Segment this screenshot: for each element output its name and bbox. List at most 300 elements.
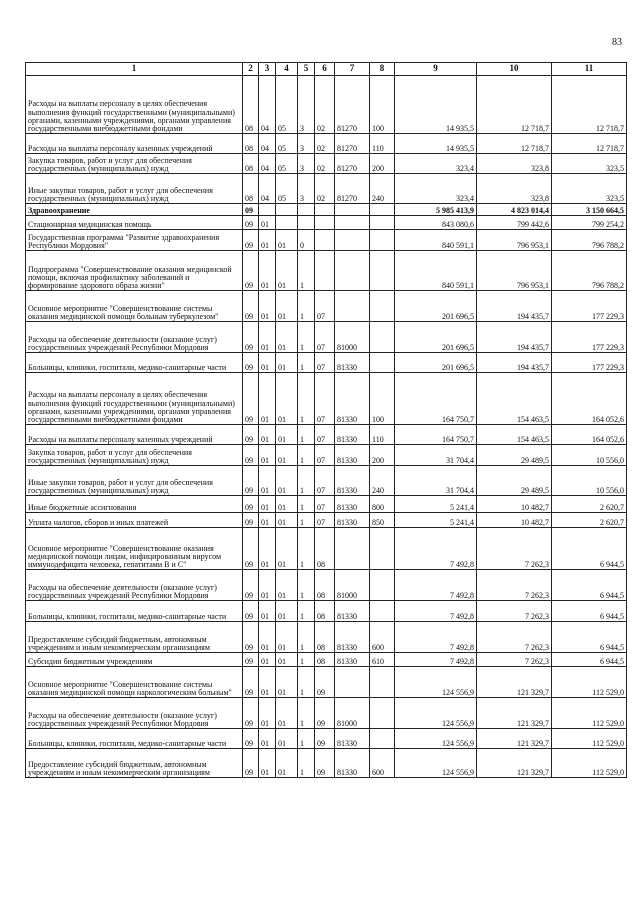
- code-cell: 1: [298, 466, 315, 496]
- code-cell: 01: [259, 322, 276, 353]
- amount-cell: 194 435,7: [477, 322, 552, 353]
- code-cell: 81330: [335, 513, 370, 528]
- amount-cell: 5 241,4: [395, 513, 477, 528]
- row-name-cell: Стационарная медицинская помощь: [26, 216, 243, 230]
- code-cell: 1: [298, 729, 315, 749]
- amount-cell: 7 492,8: [395, 601, 477, 622]
- code-cell: 01: [259, 216, 276, 230]
- header-cell: 4: [276, 63, 298, 76]
- code-cell: 600: [370, 749, 395, 778]
- amount-cell: 6 944,5: [552, 622, 627, 653]
- code-cell: 01: [276, 496, 298, 513]
- amount-cell: 6 944,5: [552, 570, 627, 601]
- header-cell: 6: [315, 63, 335, 76]
- amount-cell: 3 150 664,5: [552, 204, 627, 216]
- code-cell: 07: [315, 513, 335, 528]
- amount-cell: 164 052,6: [552, 425, 627, 445]
- code-cell: 09: [243, 466, 259, 496]
- amount-cell: 124 556,9: [395, 749, 477, 778]
- row-name-cell: Больницы, клиники, госпитали, медико-санитарные части: [26, 729, 243, 749]
- row-name-cell: Расходы на выплаты персоналу в целях обеспечения выполнения функций государственными (муниципальными) органами, казенными учреждениями, органами управления государственными внебюджетными фондами: [26, 76, 243, 134]
- amount-cell: 12 718,7: [477, 134, 552, 154]
- code-cell: 1: [298, 445, 315, 466]
- row-name-cell: Субсидии бюджетным учреждениям: [26, 653, 243, 667]
- code-cell: 08: [243, 154, 259, 174]
- row-name-cell: Государственная программа "Развитие здравоохранения Республики Мордовия": [26, 230, 243, 251]
- code-cell: [370, 322, 395, 353]
- amount-cell: 5 241,4: [395, 496, 477, 513]
- code-cell: 02: [315, 134, 335, 154]
- code-cell: 09: [243, 601, 259, 622]
- code-cell: [370, 601, 395, 622]
- code-cell: 01: [276, 353, 298, 373]
- row-name-cell: Расходы на обеспечение деятельности (оказание услуг) государственных учреждений Республики Мордовия: [26, 322, 243, 353]
- code-cell: 110: [370, 134, 395, 154]
- table-row: [26, 466, 627, 496]
- code-cell: 01: [276, 622, 298, 653]
- code-cell: [370, 353, 395, 373]
- amount-cell: 323,4: [395, 154, 477, 174]
- code-cell: 1: [298, 291, 315, 322]
- code-cell: 01: [276, 653, 298, 667]
- amount-cell: 12 718,7: [552, 76, 627, 134]
- code-cell: 01: [259, 622, 276, 653]
- amount-cell: 796 953,1: [477, 230, 552, 251]
- code-cell: 05: [276, 174, 298, 204]
- code-cell: 08: [315, 601, 335, 622]
- code-cell: [315, 216, 335, 230]
- code-cell: [315, 204, 335, 216]
- code-cell: [335, 667, 370, 698]
- amount-cell: 124 556,9: [395, 667, 477, 698]
- code-cell: 81330: [335, 425, 370, 445]
- code-cell: 01: [259, 729, 276, 749]
- code-cell: 81330: [335, 373, 370, 425]
- amount-cell: 121 329,7: [477, 698, 552, 729]
- code-cell: 01: [259, 353, 276, 373]
- amount-cell: 177 229,3: [552, 291, 627, 322]
- row-name-cell: Здравоохранение: [26, 204, 243, 216]
- amount-cell: 323,8: [477, 174, 552, 204]
- amount-cell: 121 329,7: [477, 749, 552, 778]
- amount-cell: 323,4: [395, 174, 477, 204]
- row-name-cell: Закупка товаров, работ и услуг для обеспечения государственных (муниципальных) нужд: [26, 154, 243, 174]
- code-cell: 08: [243, 76, 259, 134]
- code-cell: 01: [276, 570, 298, 601]
- amount-cell: 7 492,8: [395, 528, 477, 570]
- code-cell: 09: [315, 698, 335, 729]
- code-cell: 1: [298, 513, 315, 528]
- code-cell: 01: [259, 251, 276, 291]
- code-cell: 05: [276, 154, 298, 174]
- code-cell: 09: [243, 513, 259, 528]
- table-row: [26, 353, 627, 373]
- code-cell: 81270: [335, 174, 370, 204]
- amount-cell: 796 953,1: [477, 251, 552, 291]
- row-name-cell: Иные закупки товаров, работ и услуг для обеспечения государственных (муниципальных) нужд: [26, 174, 243, 204]
- header-cell: 5: [298, 63, 315, 76]
- code-cell: 1: [298, 373, 315, 425]
- table-row: [26, 322, 627, 353]
- code-cell: 01: [276, 749, 298, 778]
- row-name-cell: Больницы, клиники, госпитали, медико-санитарные части: [26, 601, 243, 622]
- table-row: [26, 570, 627, 601]
- code-cell: 09: [243, 445, 259, 466]
- code-cell: 09: [243, 653, 259, 667]
- code-cell: 1: [298, 570, 315, 601]
- amount-cell: 796 788,2: [552, 230, 627, 251]
- code-cell: 02: [315, 76, 335, 134]
- code-cell: 07: [315, 322, 335, 353]
- code-cell: 81000: [335, 322, 370, 353]
- table-row: [26, 496, 627, 513]
- row-name-cell: Подпрограмма "Совершенствование оказания медицинской помощи, включая профилактику заболеваний и формирование здорового образа жизни": [26, 251, 243, 291]
- table-row: [26, 622, 627, 653]
- page-number: 83: [612, 37, 622, 48]
- code-cell: 610: [370, 653, 395, 667]
- code-cell: 1: [298, 251, 315, 291]
- code-cell: 81330: [335, 466, 370, 496]
- code-cell: 02: [315, 154, 335, 174]
- code-cell: 81330: [335, 729, 370, 749]
- header-cell: 2: [243, 63, 259, 76]
- code-cell: [335, 230, 370, 251]
- amount-cell: 112 529,0: [552, 729, 627, 749]
- code-cell: 01: [276, 601, 298, 622]
- code-cell: 01: [276, 425, 298, 445]
- code-cell: [276, 204, 298, 216]
- row-name-cell: Больницы, клиники, госпитали, медико-санитарные части: [26, 353, 243, 373]
- code-cell: 1: [298, 425, 315, 445]
- code-cell: 09: [243, 749, 259, 778]
- table-row: [26, 601, 627, 622]
- table-row: [26, 154, 627, 174]
- amount-cell: 177 229,3: [552, 353, 627, 373]
- code-cell: 1: [298, 353, 315, 373]
- code-cell: [335, 251, 370, 291]
- budget-table: [25, 62, 627, 778]
- header-cell: 7: [335, 63, 370, 76]
- code-cell: 01: [259, 291, 276, 322]
- code-cell: 08: [243, 174, 259, 204]
- code-cell: 81000: [335, 570, 370, 601]
- amount-cell: 14 935,5: [395, 76, 477, 134]
- row-name-cell: Закупка товаров, работ и услуг для обеспечения государственных (муниципальных) нужд: [26, 445, 243, 466]
- amount-cell: 121 329,7: [477, 667, 552, 698]
- amount-cell: 154 463,5: [477, 373, 552, 425]
- amount-cell: 201 696,5: [395, 291, 477, 322]
- code-cell: 200: [370, 445, 395, 466]
- row-name-cell: Расходы на выплаты персоналу казенных учреждений: [26, 425, 243, 445]
- code-cell: 0: [298, 230, 315, 251]
- code-cell: [370, 291, 395, 322]
- amount-cell: 796 788,2: [552, 251, 627, 291]
- code-cell: 09: [243, 622, 259, 653]
- code-cell: 01: [276, 466, 298, 496]
- code-cell: 07: [315, 466, 335, 496]
- code-cell: 01: [276, 230, 298, 251]
- amount-cell: 7 492,8: [395, 570, 477, 601]
- amount-cell: 31 704,4: [395, 445, 477, 466]
- amount-cell: 10 482,7: [477, 496, 552, 513]
- amount-cell: 6 944,5: [552, 653, 627, 667]
- table-row: [26, 528, 627, 570]
- amount-cell: 799 254,2: [552, 216, 627, 230]
- amount-cell: 5 985 413,9: [395, 204, 477, 216]
- row-name-cell: Расходы на выплаты персоналу в целях обеспечения выполнения функций государственными (муниципальными) органами, казенными учреждениями, органами управления государственными внебюджетными фондами: [26, 373, 243, 425]
- code-cell: 09: [243, 230, 259, 251]
- table-row: [26, 445, 627, 466]
- table-row: [26, 667, 627, 698]
- row-name-cell: Основное мероприятие "Совершенствование системы оказания медицинской помощи больным туберкулезом": [26, 291, 243, 322]
- code-cell: 01: [259, 528, 276, 570]
- amount-cell: 7 262,3: [477, 570, 552, 601]
- amount-cell: 323,5: [552, 154, 627, 174]
- code-cell: 01: [259, 570, 276, 601]
- code-cell: 09: [243, 528, 259, 570]
- code-cell: [315, 230, 335, 251]
- amount-cell: 112 529,0: [552, 749, 627, 778]
- table-row: [26, 513, 627, 528]
- code-cell: 81330: [335, 749, 370, 778]
- code-cell: 09: [243, 322, 259, 353]
- code-cell: 850: [370, 513, 395, 528]
- code-cell: 01: [276, 667, 298, 698]
- code-cell: 07: [315, 445, 335, 466]
- header-cell: 8: [370, 63, 395, 76]
- code-cell: 1: [298, 698, 315, 729]
- table-body: [26, 76, 627, 778]
- code-cell: 1: [298, 322, 315, 353]
- code-cell: 07: [315, 291, 335, 322]
- amount-cell: 840 591,1: [395, 251, 477, 291]
- code-cell: 01: [259, 513, 276, 528]
- code-cell: 09: [315, 749, 335, 778]
- row-name-cell: Расходы на выплаты персоналу казенных учреждений: [26, 134, 243, 154]
- amount-cell: 31 704,4: [395, 466, 477, 496]
- code-cell: 100: [370, 76, 395, 134]
- code-cell: 05: [276, 76, 298, 134]
- table-row: [26, 230, 627, 251]
- code-cell: 1: [298, 622, 315, 653]
- code-cell: 07: [315, 353, 335, 373]
- amount-cell: 10 556,0: [552, 466, 627, 496]
- code-cell: 3: [298, 174, 315, 204]
- code-cell: 02: [315, 174, 335, 204]
- code-cell: 1: [298, 601, 315, 622]
- code-cell: [335, 216, 370, 230]
- amount-cell: 177 229,3: [552, 322, 627, 353]
- amount-cell: 843 080,6: [395, 216, 477, 230]
- code-cell: 09: [243, 204, 259, 216]
- amount-cell: 6 944,5: [552, 601, 627, 622]
- code-cell: [370, 216, 395, 230]
- code-cell: 01: [276, 445, 298, 466]
- amount-cell: 112 529,0: [552, 698, 627, 729]
- amount-cell: 2 620,7: [552, 496, 627, 513]
- amount-cell: 29 489,5: [477, 466, 552, 496]
- table-row: [26, 653, 627, 667]
- amount-cell: 323,8: [477, 154, 552, 174]
- row-name-cell: Основное мероприятие "Совершенствование оказания медицинской помощи лицам, инфицированным вирусом иммунодефицита человека, гепатитами В и С": [26, 528, 243, 570]
- amount-cell: 7 262,3: [477, 528, 552, 570]
- amount-cell: 201 696,5: [395, 322, 477, 353]
- code-cell: 04: [259, 154, 276, 174]
- table-row: [26, 373, 627, 425]
- amount-cell: 7 262,3: [477, 653, 552, 667]
- code-cell: 3: [298, 76, 315, 134]
- code-cell: [315, 251, 335, 291]
- row-name-cell: Расходы на обеспечение деятельности (оказание услуг) государственных учреждений Республики Мордовия: [26, 698, 243, 729]
- code-cell: 01: [259, 698, 276, 729]
- header-cell: 9: [395, 63, 477, 76]
- code-cell: 01: [259, 373, 276, 425]
- code-cell: 08: [243, 134, 259, 154]
- table-row: [26, 76, 627, 134]
- code-cell: 09: [315, 667, 335, 698]
- amount-cell: 154 463,5: [477, 425, 552, 445]
- code-cell: [370, 230, 395, 251]
- code-cell: 81330: [335, 622, 370, 653]
- amount-cell: 799 442,6: [477, 216, 552, 230]
- amount-cell: 164 750,7: [395, 373, 477, 425]
- code-cell: 04: [259, 134, 276, 154]
- code-cell: [259, 204, 276, 216]
- row-name-cell: Иные закупки товаров, работ и услуг для обеспечения государственных (муниципальных) нужд: [26, 466, 243, 496]
- code-cell: 01: [259, 653, 276, 667]
- header-cell: 10: [477, 63, 552, 76]
- code-cell: [370, 667, 395, 698]
- table-row: [26, 729, 627, 749]
- code-cell: 04: [259, 174, 276, 204]
- amount-cell: 840 591,1: [395, 230, 477, 251]
- amount-cell: 194 435,7: [477, 291, 552, 322]
- code-cell: [335, 291, 370, 322]
- amount-cell: 12 718,7: [552, 134, 627, 154]
- code-cell: 01: [276, 729, 298, 749]
- table-row: [26, 216, 627, 230]
- amount-cell: 112 529,0: [552, 667, 627, 698]
- code-cell: 08: [315, 622, 335, 653]
- code-cell: 09: [315, 729, 335, 749]
- code-cell: 08: [315, 653, 335, 667]
- header-cell: 1: [26, 63, 243, 76]
- code-cell: 240: [370, 174, 395, 204]
- code-cell: 01: [276, 373, 298, 425]
- code-cell: 81330: [335, 445, 370, 466]
- code-cell: 200: [370, 154, 395, 174]
- code-cell: [298, 216, 315, 230]
- code-cell: 1: [298, 653, 315, 667]
- code-cell: 81330: [335, 353, 370, 373]
- code-cell: 09: [243, 570, 259, 601]
- table-row: [26, 749, 627, 778]
- code-cell: 09: [243, 353, 259, 373]
- code-cell: 81330: [335, 601, 370, 622]
- code-cell: 05: [276, 134, 298, 154]
- code-cell: 800: [370, 496, 395, 513]
- row-name-cell: Предоставление субсидий бюджетным, автономным учреждениям и иным некоммерческим организациям: [26, 749, 243, 778]
- code-cell: 09: [243, 373, 259, 425]
- header-cell: 11: [552, 63, 627, 76]
- code-cell: 01: [259, 445, 276, 466]
- code-cell: 81270: [335, 76, 370, 134]
- code-cell: 1: [298, 749, 315, 778]
- amount-cell: 14 935,5: [395, 134, 477, 154]
- code-cell: 01: [259, 425, 276, 445]
- row-name-cell: Основное мероприятие "Совершенствование системы оказания медицинской помощи наркологическим больным": [26, 667, 243, 698]
- amount-cell: 12 718,7: [477, 76, 552, 134]
- code-cell: [370, 729, 395, 749]
- code-cell: 1: [298, 667, 315, 698]
- row-name-cell: Уплата налогов, сборов и иных платежей: [26, 513, 243, 528]
- code-cell: 1: [298, 528, 315, 570]
- code-cell: 09: [243, 251, 259, 291]
- code-cell: 3: [298, 154, 315, 174]
- table-row: [26, 425, 627, 445]
- code-cell: 09: [243, 425, 259, 445]
- code-cell: 09: [243, 216, 259, 230]
- amount-cell: 6 944,5: [552, 528, 627, 570]
- code-cell: [370, 204, 395, 216]
- amount-cell: 10 482,7: [477, 513, 552, 528]
- code-cell: 01: [259, 496, 276, 513]
- code-cell: 81330: [335, 653, 370, 667]
- table-row: [26, 251, 627, 291]
- code-cell: 01: [259, 466, 276, 496]
- row-name-cell: Предоставление субсидий бюджетным, автономным учреждениям и иным некоммерческим организациям: [26, 622, 243, 653]
- code-cell: 600: [370, 622, 395, 653]
- code-cell: 1: [298, 496, 315, 513]
- code-cell: 09: [243, 291, 259, 322]
- code-cell: 09: [243, 729, 259, 749]
- code-cell: 81270: [335, 154, 370, 174]
- code-cell: 01: [276, 513, 298, 528]
- code-cell: 09: [243, 698, 259, 729]
- code-cell: 08: [315, 570, 335, 601]
- table-row: [26, 134, 627, 154]
- code-cell: [370, 528, 395, 570]
- code-cell: 01: [276, 322, 298, 353]
- amount-cell: 323,5: [552, 174, 627, 204]
- code-cell: 01: [259, 749, 276, 778]
- amount-cell: 194 435,7: [477, 353, 552, 373]
- code-cell: 01: [259, 667, 276, 698]
- code-cell: 09: [243, 667, 259, 698]
- code-cell: [298, 204, 315, 216]
- amount-cell: 164 750,7: [395, 425, 477, 445]
- amount-cell: 7 262,3: [477, 601, 552, 622]
- code-cell: 01: [276, 528, 298, 570]
- code-cell: [370, 251, 395, 291]
- code-cell: 07: [315, 373, 335, 425]
- amount-cell: 10 556,0: [552, 445, 627, 466]
- code-cell: 01: [259, 230, 276, 251]
- table-row: [26, 291, 627, 322]
- code-cell: 81330: [335, 496, 370, 513]
- code-cell: 81000: [335, 698, 370, 729]
- code-cell: [370, 570, 395, 601]
- row-name-cell: Иные бюджетные ассигнования: [26, 496, 243, 513]
- code-cell: 81270: [335, 134, 370, 154]
- code-cell: 08: [315, 528, 335, 570]
- code-cell: 07: [315, 425, 335, 445]
- code-cell: 04: [259, 76, 276, 134]
- table-row: [26, 698, 627, 729]
- header-cell: 3: [259, 63, 276, 76]
- code-cell: 01: [276, 291, 298, 322]
- row-name-cell: Расходы на обеспечение деятельности (оказание услуг) государственных учреждений Республики Мордовия: [26, 570, 243, 601]
